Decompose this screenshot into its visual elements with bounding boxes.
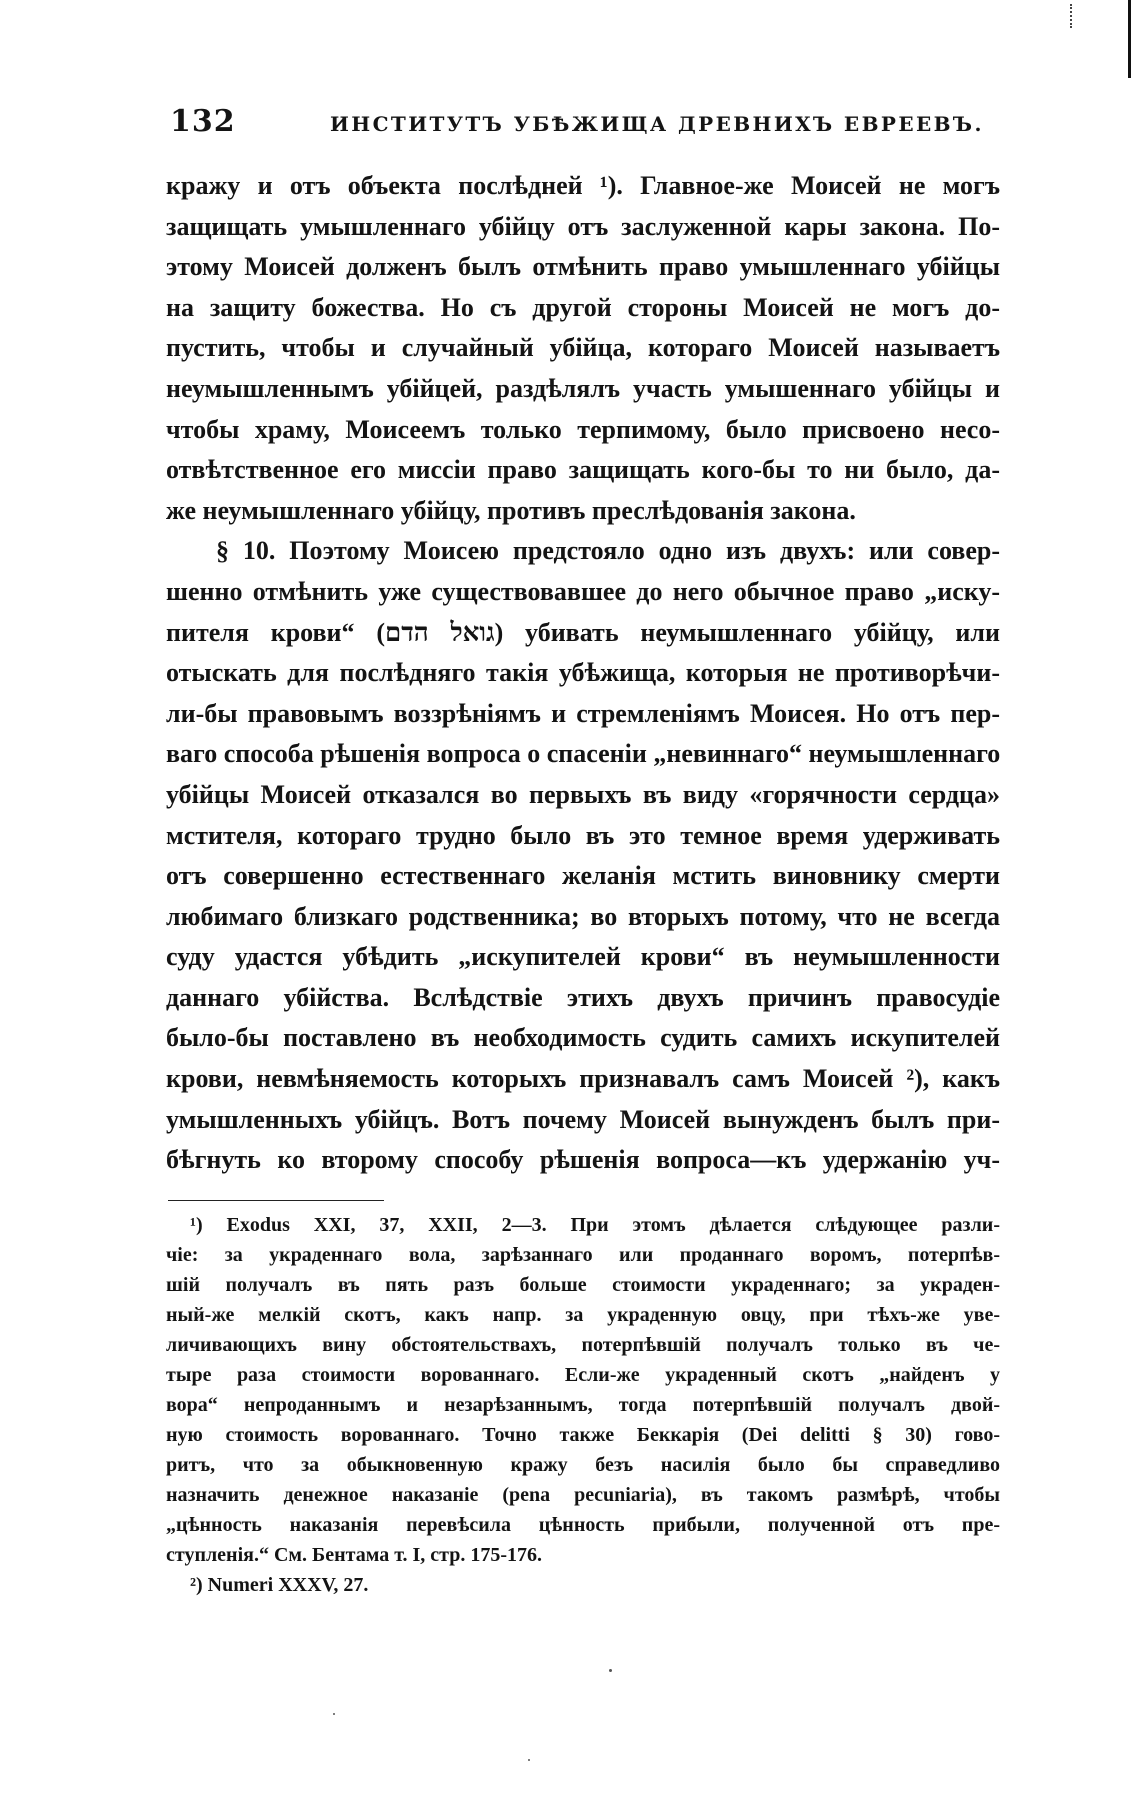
body-line: суду удастся убѣдить „искупителей крови“ въ неумышленности xyxy=(166,942,1000,972)
body-line: убійцы Моисей отказался во первыхъ въ виду «горячности сердца» xyxy=(166,779,1000,809)
body-line: даннаго убійства. Вслѣдствіе этихъ двухъ причинъ правосудіе xyxy=(166,982,1000,1012)
body-line: чтобы храму, Моисеемъ только терпимому, было присвоено несо- xyxy=(166,414,1000,444)
paper-speck xyxy=(333,1713,335,1715)
footnote-line: ный-же мелкій скотъ, какъ напр. за украденную овцу, при тѣхъ-же уве- xyxy=(166,1304,1000,1326)
body-line: было-бы поставлено въ необходимость судить самихъ искупителей xyxy=(166,1023,1000,1053)
body-line: же неумышленнаго убійцу, противъ преслѣдованія закона. xyxy=(166,495,856,525)
body-line: отвѣтственное его миссіи право защищать кого-бы то ни было, да- xyxy=(166,455,1000,485)
body-line: ваго способа рѣшенія вопроса о спасеніи „невиннаго“ неумышленнаго xyxy=(166,739,1001,769)
body-line: шенно отмѣнить уже существовавшее до него обычное право „иску- xyxy=(166,576,1000,606)
page-number: 132 xyxy=(170,104,236,139)
body-line: защищать умышленнаго убійцу отъ заслуженной кары закона. По- xyxy=(166,211,1000,241)
footnote-1-line: ¹) Exodus XXI, 37, XXII, 2—3. При этомъ дѣлается слѣдующее разли- xyxy=(190,1214,1000,1236)
footnote-line: ную стоимость ворованнаго. Точно также Беккарія (Dei delitti § 30) гово- xyxy=(166,1424,1000,1446)
footnote-line: назначить денежное наказаніе (pena pecuniaria), въ такомъ размѣрѣ, чтобы xyxy=(166,1484,1000,1506)
section-10-heading-line: § 10. Поэтому Моисею предстояло одно изъ двухъ: или совер- xyxy=(216,536,1000,566)
footnote-line: ритъ, что за обыкновенную кражу безъ насилія было бы справедливо xyxy=(166,1454,1000,1476)
body-line: на защиту божества. Но съ другой стороны Моисей не могъ до- xyxy=(166,292,1000,322)
running-title: ИНСТИТУТЪ УБѢЖИЩА ДРЕВНИХЪ ЕВРЕЕВЪ. xyxy=(330,112,984,136)
footnote-line: тыре раза стоимости ворованнаго. Если-же украденный скотъ „найденъ у xyxy=(166,1364,1000,1386)
body-line: умышленныхъ убійцъ. Вотъ почему Моисей вынужденъ былъ при- xyxy=(166,1104,1000,1134)
footnotes xyxy=(166,1210,1000,1600)
body-line: отъ совершенно естественнаго желанія мстить виновнику смерти xyxy=(166,861,1000,891)
footnote-line: чіе: за украденнаго вола, зарѣзаннаго или проданнаго воромъ, потерпѣв- xyxy=(166,1244,1000,1266)
page-edge-line xyxy=(1128,0,1131,78)
paper-speck xyxy=(609,1669,612,1672)
body-line: мстителя, котораго трудно было въ это темное время удерживать xyxy=(166,820,1000,850)
body-line: этому Моисей долженъ былъ отмѣнить право умышленнаго убійцы xyxy=(166,252,1000,282)
paper-speck xyxy=(528,1759,530,1761)
footnote-line: ступленія.“ См. Бентама т. I, стр. 175-176. xyxy=(166,1544,543,1566)
body-line: пустить, чтобы и случайный убійца, котораго Моисей называетъ xyxy=(166,333,1000,363)
body-line: крови, невмѣняемость которыхъ признавалъ самъ Моисей ²), какъ xyxy=(166,1064,1000,1094)
body-line: кражу и отъ объекта послѣдней ¹). Главное-же Моисей не могъ xyxy=(166,171,1000,200)
page-edge-marks xyxy=(1070,4,1088,28)
body-line: неумышленнымъ убійцей, раздѣлялъ участь умышеннаго убійцы и xyxy=(166,373,1000,403)
footnote-2-line: ²) Numeri XXXV, 27. xyxy=(190,1574,369,1596)
footnote-line: шій получалъ въ пять разъ больше стоимости украденнаго; за украден- xyxy=(166,1274,1000,1296)
body-line: бѣгнуть ко второму способу рѣшенія вопроса—къ удержанію уч- xyxy=(166,1145,1000,1175)
footnote-line: вора“ непроданнымъ и незарѣзаннымъ, тогда потерпѣвшій получалъ двой- xyxy=(166,1394,1000,1416)
body-line: любимаго близкаго родственника; во вторыхъ потому, что не всегда xyxy=(166,901,1000,931)
page-header xyxy=(166,104,1000,144)
body-line: пителя крови“ (גואל הדם) убивать неумышленнаго убійцу, или xyxy=(166,617,1000,647)
footnote-divider xyxy=(168,1200,384,1201)
footnote-line: личивающихъ вину обстоятельствахъ, потерпѣвшій получалъ только въ че- xyxy=(166,1334,1000,1356)
body-text xyxy=(166,166,1000,1181)
body-line: отыскать для послѣдняго такія убѣжища, которыя не противорѣчи- xyxy=(166,658,1000,688)
footnote-line: „цѣнность наказанія перевѣсила цѣнность прибыли, полученной отъ пре- xyxy=(166,1514,1000,1536)
body-line: ли-бы правовымъ воззрѣніямъ и стремленіямъ Моисея. Но отъ пер- xyxy=(166,698,1000,728)
